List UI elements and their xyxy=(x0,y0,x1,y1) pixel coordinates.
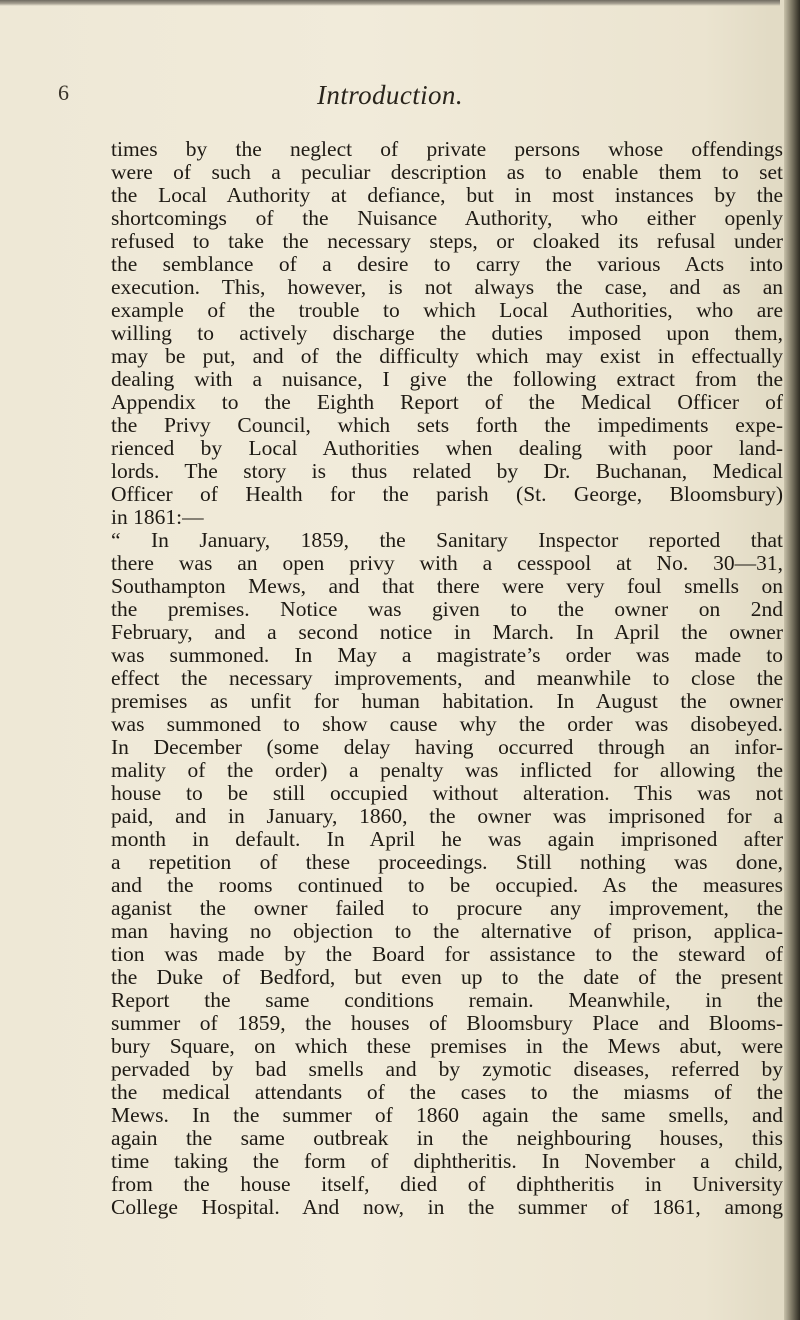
text-line: dealing with a nuisance, I give the following extract from the xyxy=(111,367,783,391)
text-line: were of such a peculiar description as to enable them to set xyxy=(111,160,783,184)
text-line: and the rooms continued to be occupied. As the measures xyxy=(111,873,783,897)
text-line: again the same outbreak in the neighbouring houses, this xyxy=(111,1126,783,1150)
text-line: execution. This, however, is not always the case, and as an xyxy=(111,275,783,299)
text-line: a repetition of these proceedings. Still nothing was done, xyxy=(111,850,783,874)
text-line: month in default. In April he was again imprisoned after xyxy=(111,827,783,851)
text-line: house to be still occupied without alteration. This was not xyxy=(111,781,783,805)
text-line: the semblance of a desire to carry the various Acts into xyxy=(111,252,783,276)
text-line: In December (some delay having occurred through an infor- xyxy=(111,735,783,759)
text-line: willing to actively discharge the duties imposed upon them, xyxy=(111,321,783,345)
text-line: pervaded by bad smells and by zymotic diseases, referred by xyxy=(111,1057,783,1081)
text-line: the Duke of Bedford, but even up to the date of the present xyxy=(111,965,783,989)
text-line: from the house itself, died of diphtheritis in University xyxy=(111,1172,783,1196)
text-line: time taking the form of diphtheritis. In November a child, xyxy=(111,1149,783,1173)
text-line: effect the necessary improvements, and meanwhile to close the xyxy=(111,666,783,690)
text-line: mality of the order) a penalty was inflicted for allowing the xyxy=(111,758,783,782)
page-number: 6 xyxy=(58,80,69,105)
text-line: “ In January, 1859, the Sanitary Inspector reported that xyxy=(111,528,783,552)
text-line: paid, and in January, 1860, the owner was imprisoned for a xyxy=(111,804,783,828)
text-line: was summoned. In May a magistrate’s order was made to xyxy=(111,643,783,667)
text-line: refused to take the necessary steps, or cloaked its refusal under xyxy=(111,229,783,253)
text-line: Report the same conditions remain. Meanwhile, in the xyxy=(111,988,783,1012)
text-line: in 1861:— xyxy=(111,505,204,529)
text-line: example of the trouble to which Local Authorities, who are xyxy=(111,298,783,322)
text-line: Southampton Mews, and that there were very foul smells on xyxy=(111,574,783,598)
text-line: summer of 1859, the houses of Bloomsbury Place and Blooms- xyxy=(111,1011,783,1035)
text-line: shortcomings of the Nuisance Authority, who either openly xyxy=(111,206,783,230)
text-line: the premises. Notice was given to the owner on 2nd xyxy=(111,597,783,621)
text-line: Appendix to the Eighth Report of the Medical Officer of xyxy=(111,390,783,414)
body-text xyxy=(111,138,783,1219)
text-line: February, and a second notice in March. In April the owner xyxy=(111,620,783,644)
text-line: the Local Authority at defiance, but in most instances by the xyxy=(111,183,783,207)
running-title: Introduction. xyxy=(317,80,463,110)
text-line: bury Square, on which these premises in the Mews abut, were xyxy=(111,1034,783,1058)
text-line: the Privy Council, which sets forth the impediments expe- xyxy=(111,413,783,437)
top-edge-shadow xyxy=(0,0,780,6)
text-line: may be put, and of the difficulty which may exist in effectually xyxy=(111,344,783,368)
text-line: College Hospital. And now, in the summer of 1861, among xyxy=(111,1195,783,1219)
text-line: there was an open privy with a cesspool at No. 30—31, xyxy=(111,551,783,575)
running-head xyxy=(0,80,780,120)
text-line: was summoned to show cause why the order was disobeyed. xyxy=(111,712,783,736)
page-spine-shadow xyxy=(784,0,800,1320)
text-line: Officer of Health for the parish (St. George, Bloomsbury) xyxy=(111,482,783,506)
text-line: rienced by Local Authorities when dealing with poor land- xyxy=(111,436,783,460)
text-line: premises as unfit for human habitation. In August the owner xyxy=(111,689,783,713)
text-line: aganist the owner failed to procure any improvement, the xyxy=(111,896,783,920)
text-line: the medical attendants of the cases to the miasms of the xyxy=(111,1080,783,1104)
text-line: Mews. In the summer of 1860 again the same smells, and xyxy=(111,1103,783,1127)
text-line: lords. The story is thus related by Dr. Buchanan, Medical xyxy=(111,459,783,483)
text-line: tion was made by the Board for assistance to the steward of xyxy=(111,942,783,966)
text-line: times by the neglect of private persons whose offendings xyxy=(111,137,783,161)
text-line: man having no objection to the alternative of prison, applica- xyxy=(111,919,783,943)
